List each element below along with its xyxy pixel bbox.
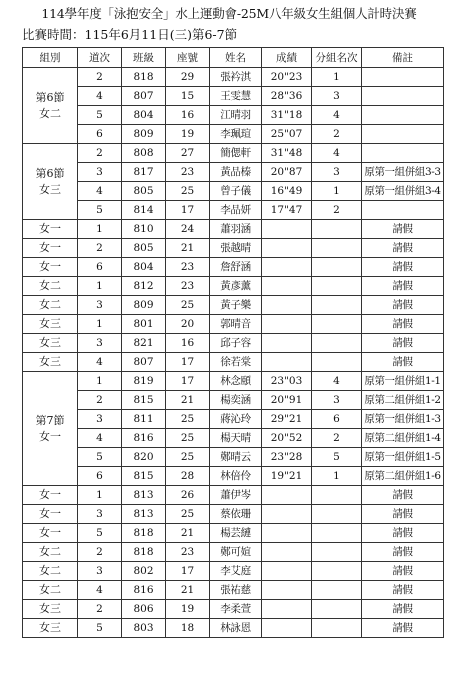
class-cell: 805: [122, 182, 166, 201]
group-cell: 第7節 女一: [23, 372, 78, 486]
result-cell: 23"28: [262, 448, 312, 467]
table-row: [23, 182, 444, 201]
seat-cell: 23: [166, 163, 210, 182]
seat-cell: 25: [166, 410, 210, 429]
result-cell: 20"52: [262, 429, 312, 448]
class-cell: 804: [122, 258, 166, 277]
group-cell: 女二: [23, 581, 78, 600]
class-cell: 819: [122, 372, 166, 391]
lane-cell: 1: [78, 372, 122, 391]
group-cell: 第6節 女三: [23, 144, 78, 220]
seat-cell: 21: [166, 239, 210, 258]
lane-cell: 4: [78, 581, 122, 600]
header-rank: 分組名次: [312, 48, 362, 68]
result-cell: [262, 581, 312, 600]
remark-cell: 請假: [362, 600, 444, 619]
lane-cell: 2: [78, 144, 122, 163]
header-lane: 道次: [78, 48, 122, 68]
result-cell: [262, 296, 312, 315]
lane-cell: 2: [78, 543, 122, 562]
result-cell: [262, 524, 312, 543]
remark-cell: 請假: [362, 562, 444, 581]
name-cell: 蔡依珊: [210, 505, 262, 524]
name-cell: 李柔萱: [210, 600, 262, 619]
remark-cell: 請假: [362, 258, 444, 277]
name-cell: 黃子樂: [210, 296, 262, 315]
group-cell: 女一: [23, 505, 78, 524]
class-cell: 803: [122, 619, 166, 638]
class-cell: 813: [122, 486, 166, 505]
rank-cell: [312, 505, 362, 524]
remark-cell: 原第二組併組1-4: [362, 429, 444, 448]
group-cell: 第6節 女二: [23, 68, 78, 144]
table-row: [23, 600, 444, 619]
name-cell: 李珮瑄: [210, 125, 262, 144]
rank-cell: 2: [312, 125, 362, 144]
rank-cell: 3: [312, 391, 362, 410]
rank-cell: [312, 258, 362, 277]
result-cell: [262, 239, 312, 258]
table-row: [23, 619, 444, 638]
lane-cell: 2: [78, 239, 122, 258]
name-cell: 王雯慧: [210, 87, 262, 106]
class-cell: 813: [122, 505, 166, 524]
seat-cell: 21: [166, 524, 210, 543]
remark-cell: 請假: [362, 334, 444, 353]
name-cell: 李艾庭: [210, 562, 262, 581]
class-cell: 812: [122, 277, 166, 296]
lane-cell: 1: [78, 486, 122, 505]
lane-cell: 3: [78, 334, 122, 353]
lane-cell: 6: [78, 258, 122, 277]
remark-cell: [362, 125, 444, 144]
name-cell: 張祐慈: [210, 581, 262, 600]
rank-cell: [312, 562, 362, 581]
class-cell: 820: [122, 448, 166, 467]
lane-cell: 3: [78, 296, 122, 315]
seat-cell: 20: [166, 315, 210, 334]
table-row: [23, 486, 444, 505]
name-cell: 徐若棠: [210, 353, 262, 372]
class-cell: 809: [122, 125, 166, 144]
remark-cell: [362, 87, 444, 106]
lane-cell: 3: [78, 163, 122, 182]
lane-cell: 2: [78, 391, 122, 410]
name-cell: 簡偲軒: [210, 144, 262, 163]
competition-time: 比賽時間：115年6月11日(三)第6-7節: [22, 27, 238, 42]
rank-cell: 6: [312, 410, 362, 429]
class-cell: 818: [122, 543, 166, 562]
class-cell: 817: [122, 163, 166, 182]
class-cell: 807: [122, 87, 166, 106]
lane-cell: 4: [78, 182, 122, 201]
class-cell: 802: [122, 562, 166, 581]
result-cell: [262, 600, 312, 619]
class-cell: 810: [122, 220, 166, 239]
result-cell: [262, 277, 312, 296]
result-cell: 29"21: [262, 410, 312, 429]
lane-cell: 3: [78, 410, 122, 429]
name-cell: 曾子儀: [210, 182, 262, 201]
table-row: [23, 125, 444, 144]
rank-cell: [312, 239, 362, 258]
rank-cell: [312, 353, 362, 372]
remark-cell: 原第一組併組3-3: [362, 163, 444, 182]
name-cell: 張衿淇: [210, 68, 262, 87]
group-cell: 女一: [23, 220, 78, 239]
group-cell: 女二: [23, 562, 78, 581]
remark-cell: 請假: [362, 277, 444, 296]
table-row: [23, 106, 444, 125]
header-seat: 座號: [166, 48, 210, 68]
class-cell: 804: [122, 106, 166, 125]
rank-cell: 1: [312, 182, 362, 201]
seat-cell: 25: [166, 448, 210, 467]
class-cell: 801: [122, 315, 166, 334]
name-cell: 蕭伊岑: [210, 486, 262, 505]
table-row: [23, 372, 444, 391]
group-cell: 女二: [23, 277, 78, 296]
result-cell: 16"49: [262, 182, 312, 201]
result-cell: [262, 353, 312, 372]
lane-cell: 6: [78, 467, 122, 486]
remark-cell: 原第一組併組1-5: [362, 448, 444, 467]
group-cell: 女三: [23, 334, 78, 353]
table-row: [23, 277, 444, 296]
rank-cell: 2: [312, 201, 362, 220]
name-cell: 林念頤: [210, 372, 262, 391]
table-row: [23, 239, 444, 258]
seat-cell: 25: [166, 505, 210, 524]
name-cell: 詹舒涵: [210, 258, 262, 277]
rank-cell: [312, 600, 362, 619]
rank-cell: [312, 543, 362, 562]
result-cell: [262, 543, 312, 562]
rank-cell: 2: [312, 429, 362, 448]
lane-cell: 2: [78, 68, 122, 87]
name-cell: 鄭晴云: [210, 448, 262, 467]
lane-cell: 1: [78, 315, 122, 334]
remark-cell: [362, 201, 444, 220]
result-cell: 31"48: [262, 144, 312, 163]
seat-cell: 19: [166, 600, 210, 619]
group-cell: 女三: [23, 353, 78, 372]
table-row: [23, 334, 444, 353]
table-row: [23, 391, 444, 410]
name-cell: 鄭可媗: [210, 543, 262, 562]
name-cell: 江晴羽: [210, 106, 262, 125]
group-cell: 女三: [23, 315, 78, 334]
rank-cell: [312, 334, 362, 353]
result-cell: 25"07: [262, 125, 312, 144]
remark-cell: 請假: [362, 239, 444, 258]
name-cell: 張越晴: [210, 239, 262, 258]
class-cell: 814: [122, 201, 166, 220]
table-row: [23, 296, 444, 315]
table-row: [23, 87, 444, 106]
seat-cell: 26: [166, 486, 210, 505]
table-row: [23, 581, 444, 600]
remark-cell: 請假: [362, 581, 444, 600]
lane-cell: 4: [78, 353, 122, 372]
seat-cell: 28: [166, 467, 210, 486]
table-row: [23, 353, 444, 372]
group-cell: 女一: [23, 486, 78, 505]
document-title: 114學年度「泳抱安全」水上運動會-25M八年級女生組個人計時決賽: [41, 6, 417, 21]
table-row: [23, 467, 444, 486]
lane-cell: 3: [78, 562, 122, 581]
rank-cell: [312, 277, 362, 296]
name-cell: 黃彥薰: [210, 277, 262, 296]
rank-cell: 3: [312, 87, 362, 106]
lane-cell: 5: [78, 106, 122, 125]
class-cell: 805: [122, 239, 166, 258]
seat-cell: 21: [166, 391, 210, 410]
class-cell: 818: [122, 68, 166, 87]
lane-cell: 4: [78, 87, 122, 106]
remark-cell: 請假: [362, 486, 444, 505]
remark-cell: 原第二組併組1-6: [362, 467, 444, 486]
name-cell: 郭晴音: [210, 315, 262, 334]
seat-cell: 19: [166, 125, 210, 144]
remark-cell: 請假: [362, 353, 444, 372]
rank-cell: [312, 524, 362, 543]
class-cell: 809: [122, 296, 166, 315]
class-cell: 816: [122, 581, 166, 600]
seat-cell: 25: [166, 429, 210, 448]
table-row: [23, 201, 444, 220]
lane-cell: 5: [78, 619, 122, 638]
remark-cell: 請假: [362, 505, 444, 524]
seat-cell: 17: [166, 372, 210, 391]
class-cell: 808: [122, 144, 166, 163]
rank-cell: [312, 581, 362, 600]
remark-cell: 請假: [362, 220, 444, 239]
result-cell: [262, 315, 312, 334]
result-cell: 19"21: [262, 467, 312, 486]
class-cell: 811: [122, 410, 166, 429]
results-body: [23, 68, 444, 638]
seat-cell: 17: [166, 201, 210, 220]
remark-cell: 原第一組併組1-3: [362, 410, 444, 429]
table-row: [23, 258, 444, 277]
name-cell: 邱子容: [210, 334, 262, 353]
result-cell: [262, 258, 312, 277]
rank-cell: 4: [312, 106, 362, 125]
seat-cell: 25: [166, 182, 210, 201]
result-cell: [262, 562, 312, 581]
seat-cell: 18: [166, 619, 210, 638]
header-result: 成績: [262, 48, 312, 68]
result-cell: [262, 220, 312, 239]
rank-cell: 4: [312, 372, 362, 391]
group-cell: 女一: [23, 239, 78, 258]
seat-cell: 27: [166, 144, 210, 163]
seat-cell: 25: [166, 296, 210, 315]
lane-cell: 5: [78, 524, 122, 543]
results-table: [22, 47, 444, 638]
remark-cell: 請假: [362, 524, 444, 543]
name-cell: 楊奕涵: [210, 391, 262, 410]
seat-cell: 23: [166, 543, 210, 562]
name-cell: 李品妍: [210, 201, 262, 220]
table-row: [23, 543, 444, 562]
name-cell: 黃品榛: [210, 163, 262, 182]
rank-cell: [312, 296, 362, 315]
remark-cell: 請假: [362, 296, 444, 315]
name-cell: 林詠恩: [210, 619, 262, 638]
remark-cell: 請假: [362, 619, 444, 638]
header-class: 班級: [122, 48, 166, 68]
remark-cell: 原第一組併組3-4: [362, 182, 444, 201]
result-cell: 28"36: [262, 87, 312, 106]
header-row: [23, 48, 444, 68]
group-cell: 女三: [23, 619, 78, 638]
group-cell: 女三: [23, 600, 78, 619]
class-cell: 818: [122, 524, 166, 543]
lane-cell: 6: [78, 125, 122, 144]
name-cell: 林倍伶: [210, 467, 262, 486]
table-row: [23, 429, 444, 448]
group-cell: 女一: [23, 524, 78, 543]
class-cell: 807: [122, 353, 166, 372]
seat-cell: 29: [166, 68, 210, 87]
seat-cell: 16: [166, 106, 210, 125]
header-group: 組別: [23, 48, 78, 68]
name-cell: 楊芸縺: [210, 524, 262, 543]
rank-cell: [312, 315, 362, 334]
seat-cell: 15: [166, 87, 210, 106]
remark-cell: [362, 68, 444, 87]
remark-cell: 原第一組併組1-1: [362, 372, 444, 391]
table-row: [23, 448, 444, 467]
table-row: [23, 68, 444, 87]
result-cell: [262, 486, 312, 505]
name-cell: 楊天晴: [210, 429, 262, 448]
rank-cell: 1: [312, 467, 362, 486]
lane-cell: 4: [78, 429, 122, 448]
rank-cell: 3: [312, 163, 362, 182]
rank-cell: [312, 220, 362, 239]
table-row: [23, 144, 444, 163]
rank-cell: [312, 619, 362, 638]
result-cell: [262, 505, 312, 524]
seat-cell: 23: [166, 277, 210, 296]
group-cell: 女二: [23, 543, 78, 562]
class-cell: 815: [122, 467, 166, 486]
result-cell: [262, 334, 312, 353]
result-cell: 31"18: [262, 106, 312, 125]
lane-cell: 2: [78, 600, 122, 619]
result-cell: 17"47: [262, 201, 312, 220]
group-cell: 女二: [23, 296, 78, 315]
class-cell: 815: [122, 391, 166, 410]
lane-cell: 1: [78, 220, 122, 239]
remark-cell: 請假: [362, 315, 444, 334]
seat-cell: 21: [166, 581, 210, 600]
result-cell: 20"91: [262, 391, 312, 410]
result-cell: 23"03: [262, 372, 312, 391]
seat-cell: 23: [166, 258, 210, 277]
class-cell: 816: [122, 429, 166, 448]
rank-cell: 1: [312, 68, 362, 87]
header-name: 姓名: [210, 48, 262, 68]
rank-cell: 5: [312, 448, 362, 467]
table-row: [23, 562, 444, 581]
result-cell: 20"87: [262, 163, 312, 182]
name-cell: 蕭羽涵: [210, 220, 262, 239]
lane-cell: 1: [78, 277, 122, 296]
name-cell: 蔣沁玲: [210, 410, 262, 429]
remark-cell: [362, 144, 444, 163]
lane-cell: 5: [78, 448, 122, 467]
result-cell: [262, 619, 312, 638]
seat-cell: 16: [166, 334, 210, 353]
seat-cell: 17: [166, 353, 210, 372]
result-cell: 20"23: [262, 68, 312, 87]
table-row: [23, 410, 444, 429]
class-cell: 821: [122, 334, 166, 353]
lane-cell: 5: [78, 201, 122, 220]
table-row: [23, 163, 444, 182]
rank-cell: [312, 486, 362, 505]
remark-cell: 原第二組併組1-2: [362, 391, 444, 410]
remark-cell: [362, 106, 444, 125]
lane-cell: 3: [78, 505, 122, 524]
rank-cell: 4: [312, 144, 362, 163]
table-row: [23, 505, 444, 524]
seat-cell: 24: [166, 220, 210, 239]
header-remark: 備註: [362, 48, 444, 68]
remark-cell: 請假: [362, 543, 444, 562]
table-row: [23, 315, 444, 334]
class-cell: 806: [122, 600, 166, 619]
table-row: [23, 524, 444, 543]
seat-cell: 17: [166, 562, 210, 581]
table-row: [23, 220, 444, 239]
group-cell: 女一: [23, 258, 78, 277]
